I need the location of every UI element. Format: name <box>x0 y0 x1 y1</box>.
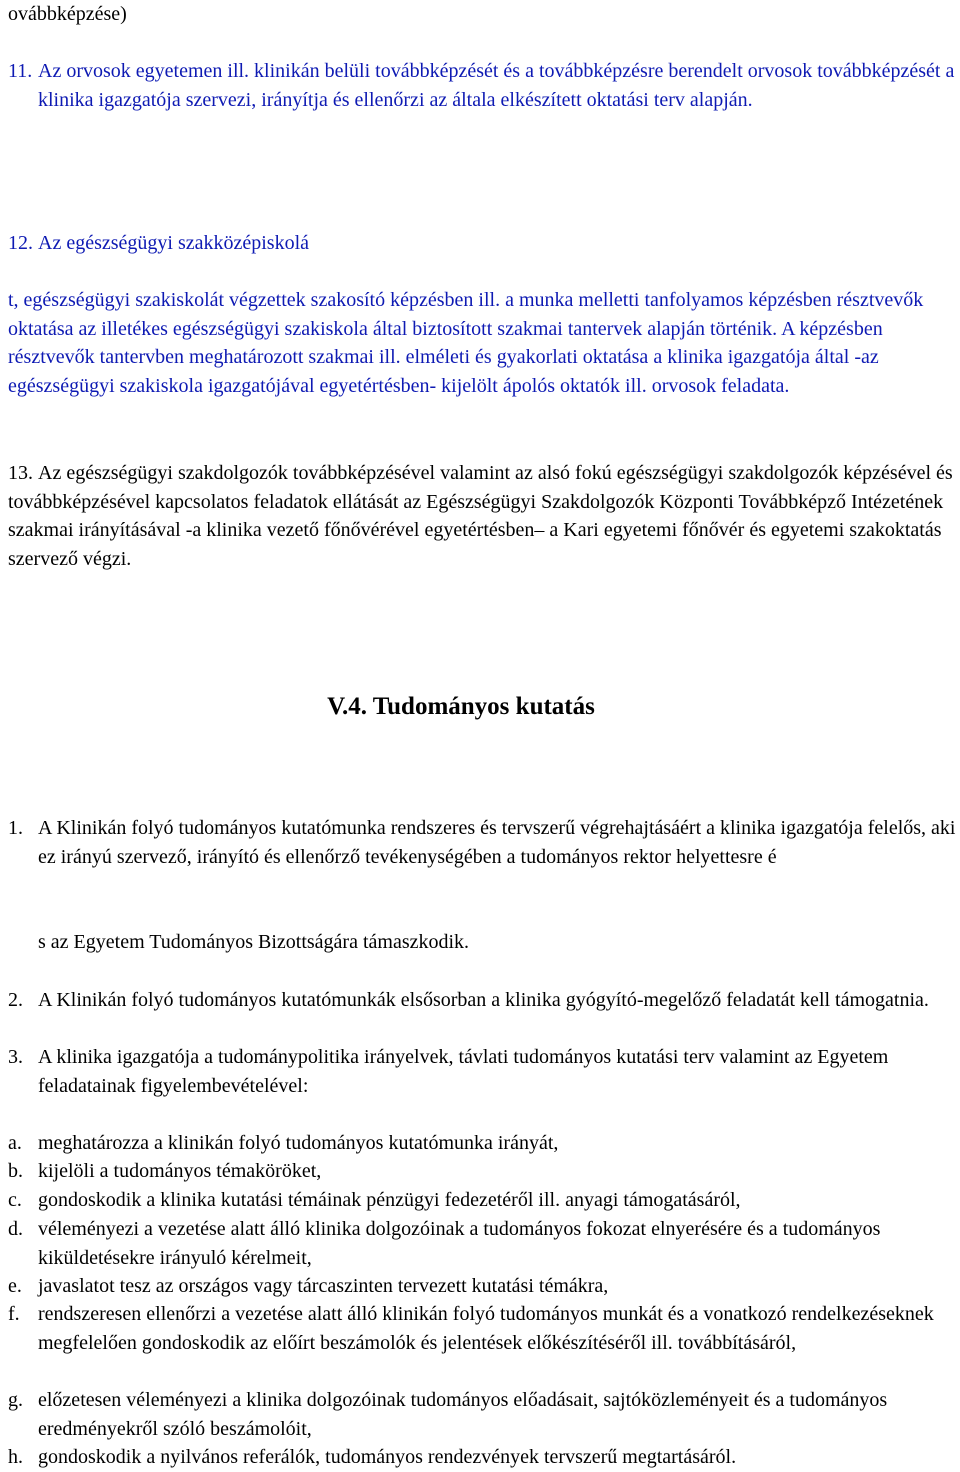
paragraph-11-number: 11. <box>8 60 33 82</box>
list-item-d-letter: d. <box>8 1218 23 1240</box>
section-title: V.4. Tudományos kutatás <box>327 693 595 720</box>
research-item-1-continuation: s az Egyetem Tudományos Bizottságára támaszkodik. <box>38 931 470 953</box>
research-item-2-text: A Klinikán folyó tudományos kutatómunkák elsősorban a klinika gyógyító-megelőző feladatát kell támogatnia. <box>38 989 929 1011</box>
list-item-a-text: meghatározza a klinikán folyó tudományos kutatómunka irányát, <box>38 1132 559 1154</box>
list-item-h-text: gondoskodik a nyilvános referálók, tudományos rendezvények tervszerű megtartásáról. <box>38 1446 737 1468</box>
paragraph-11-text: Az orvosok egyetemen ill. klinikán belüli továbbképzését és a továbbképzésre berendelt orvosok továbbképzését a klinika igazgatója szervezi, irányítja és ellenőrzi az általa elkészített oktatási terv alapján. <box>38 60 955 111</box>
list-item-a <box>8 1129 956 1158</box>
paragraph-12-continuation: t, egészségügyi szakiskolát végzettek szakosító képzésben ill. a munka melletti tanfolyamos képzésben résztvevők oktatása az illetékes egészségügyi szakiskola által biztosított szakmai tantervek alapján történik. A képzésben résztvevők tantervben meghatározott szakmai ill. elméleti és gyakorlati oktatása a klinika igazgatója által -az egészségügyi szakiskola igazgatójával egyetértésben- kijelölt ápolós oktatók ill. orvosok feladata. <box>8 289 924 397</box>
list-item-b-letter: b. <box>8 1160 23 1182</box>
list-item-c-letter: c. <box>8 1189 22 1211</box>
list-item-g-text: előzetesen véleményezi a klinika dolgozóinak tudományos előadásait, sajtóközleményeit és a tudományos eredményekről szóló beszámolóit, <box>38 1389 888 1440</box>
list-item-e <box>8 1272 956 1301</box>
list-item-f-letter: f. <box>8 1303 20 1325</box>
list-item-h <box>8 1443 956 1472</box>
research-item-1 <box>8 814 956 871</box>
research-item-2 <box>8 986 956 1015</box>
research-item-1-number: 1. <box>8 817 23 839</box>
research-item-1-text: A Klinikán folyó tudományos kutatómunka rendszeres és tervszerű végrehajtásáért a klinika igazgatója felelős, aki ez irányú szervező, irányító és ellenőrző tevékenységében a tudományos rektor helyettesre é <box>38 817 956 868</box>
paragraph-12 <box>8 229 956 258</box>
list-item-e-letter: e. <box>8 1275 22 1297</box>
research-item-2-number: 2. <box>8 989 23 1011</box>
paragraph-12-text: Az egészségügyi szakközépiskolá <box>38 232 310 254</box>
top-fragment: ovábbképzése) <box>8 3 127 25</box>
list-item-d <box>8 1215 956 1272</box>
list-item-d-text: véleményezi a vezetése alatt álló klinika dolgozóinak a tudományos fokozat elnyerésére és a tudományos kiküldetésekre irányuló kérelmeit, <box>38 1218 881 1269</box>
list-item-a-letter: a. <box>8 1132 22 1154</box>
list-item-b <box>8 1157 956 1186</box>
list-item-b-text: kijelöli a tudományos témaköröket, <box>38 1160 322 1182</box>
paragraph-13-text: Az egészségügyi szakdolgozók továbbképzésével valamint az alsó fokú egészségügyi szakdolgozók képzésével és továbbképzésével kapcsolatos feladatok ellátását az Egészségügyi Szakdolgozók Központi Továbbképző Intézetének szakmai irányításával -a klinika vezető főnővérével egyetértésben– a Kari egyetemi főnővér és egyetemi szakoktatás szervező végzi. <box>8 462 953 570</box>
list-item-g <box>8 1386 956 1443</box>
research-item-3-text: A klinika igazgatója a tudománypolitika irányelvek, távlati tudományos kutatási terv valamint az Egyetem feladatainak figyelembevételével: <box>38 1046 889 1097</box>
research-item-3 <box>8 1043 956 1100</box>
paragraph-12-number: 12. <box>8 232 33 254</box>
list-item-c <box>8 1186 956 1215</box>
list-item-f <box>8 1300 956 1357</box>
list-item-e-text: javaslatot tesz az országos vagy tárcaszinten tervezett kutatási témákra, <box>38 1275 609 1297</box>
list-item-c-text: gondoskodik a klinika kutatási témáinak pénzügyi fedezetéről ill. anyagi támogatásáról, <box>38 1189 741 1211</box>
paragraph-13 <box>8 459 956 573</box>
research-item-3-number: 3. <box>8 1046 23 1068</box>
list-item-h-letter: h. <box>8 1446 23 1468</box>
list-item-f-text: rendszeresen ellenőrzi a vezetése alatt álló klinikán folyó tudományos munkát és a vonatkozó rendelkezéseknek megfelelően gondoskodik az előírt beszámolók és jelentések előkészítéséről ill. továbbításáról, <box>38 1303 934 1354</box>
list-item-g-letter: g. <box>8 1389 23 1411</box>
paragraph-11 <box>8 57 956 114</box>
paragraph-13-number: 13. <box>8 462 33 484</box>
